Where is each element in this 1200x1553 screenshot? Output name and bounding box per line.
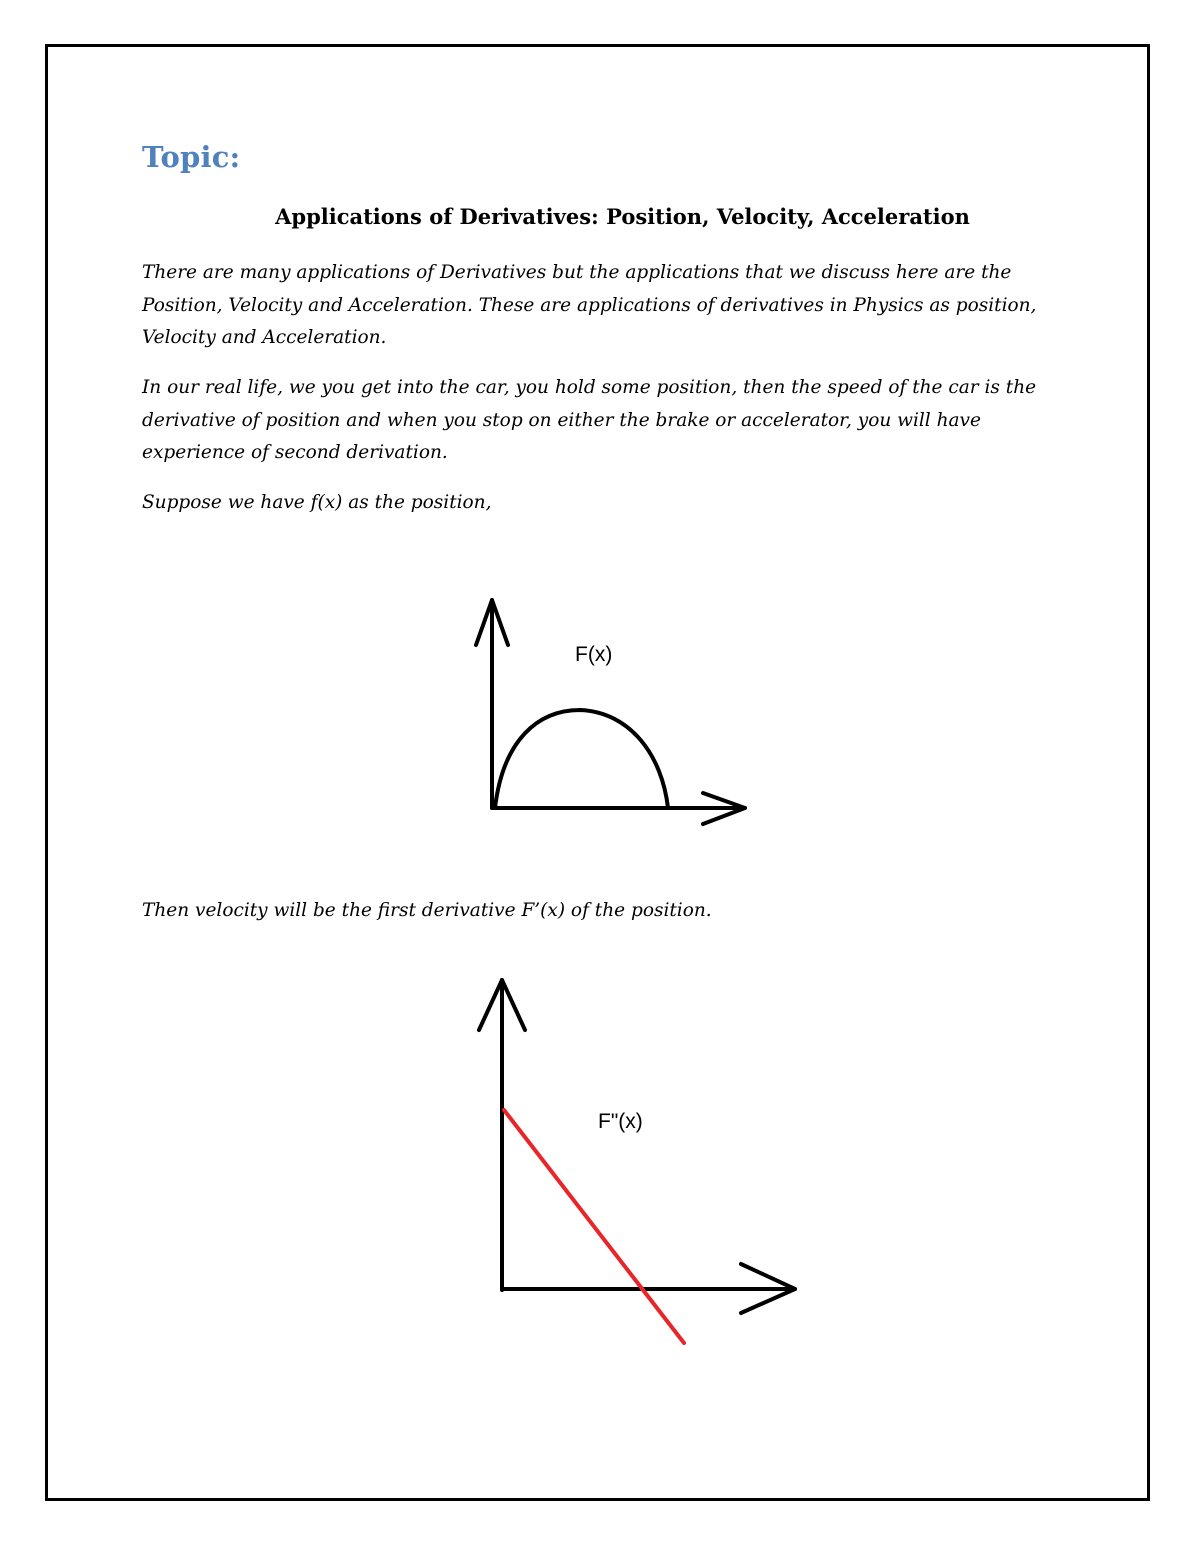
position-curve (495, 710, 668, 808)
document-title: Applications of Derivatives: Position, Velocity, Acceleration (275, 204, 970, 229)
position-graph (476, 600, 745, 824)
position-intro-paragraph: Suppose we have f(x) as the position, (142, 492, 492, 513)
position-graph-label: F(x) (575, 643, 613, 666)
velocity-graph-label: F"(x) (598, 1110, 643, 1133)
topic-heading: Topic: (142, 140, 241, 174)
velocity-line (504, 1110, 684, 1343)
velocity-paragraph: Then velocity will be the first derivative F’(x) of the position. (142, 900, 712, 921)
intro-paragraph: There are many applications of Derivatives but the applications that we discuss here are the Position, Velocity and Acceleration. These are applications of derivatives in Physics as position, Velocity and Acceleration. (142, 262, 1037, 348)
real-life-paragraph: In our real life, we you get into the car, you hold some position, then the speed of the car is the derivative of position and when you stop on either the brake or accelerator, you will have experience of second derivation. (142, 377, 1037, 463)
velocity-graph (479, 980, 795, 1343)
